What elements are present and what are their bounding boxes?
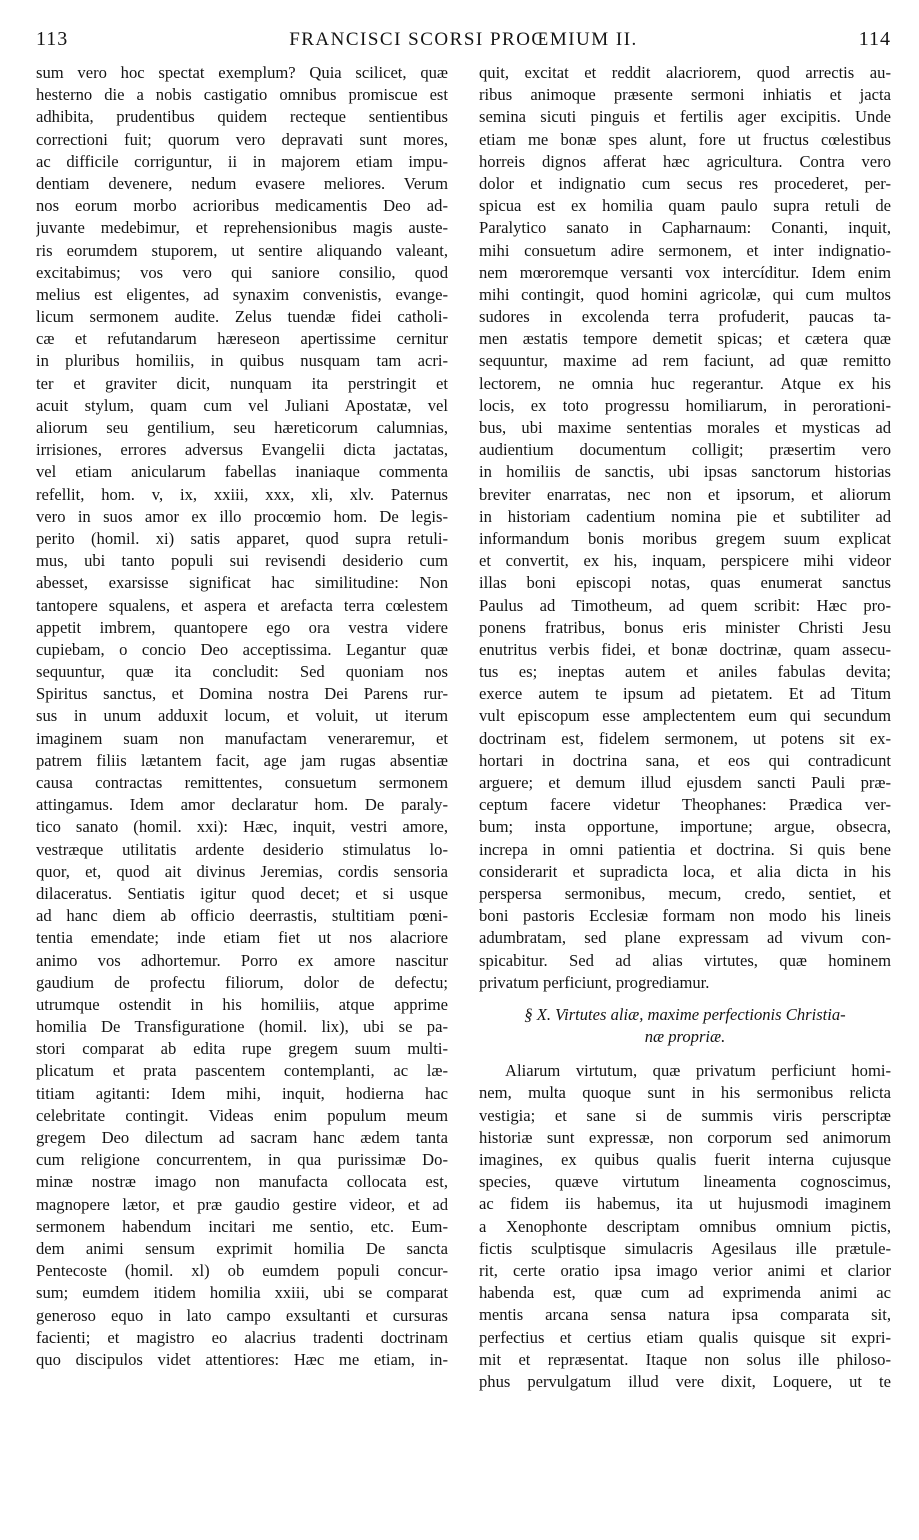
- text-line: mentis arcana sensa natura ipsa comparata sit,: [479, 1305, 891, 1325]
- text-line: Spiritus sanctus, et Domina nostra Dei Parens rur-: [36, 684, 448, 704]
- text-line: sequuntur, quæ ita concludit: Sed quoniam nos: [36, 662, 448, 682]
- text-line: aliorum seu gentilium, seu hæreticorum calumnias,: [36, 418, 448, 437]
- text-line: sequuntur, maxime ad rem faciunt, ad quæ remitto: [479, 351, 891, 371]
- text-line: tentia emendate; inde etiam fiet ut nos alacriore: [36, 928, 448, 948]
- text-line: increpa in omni patientia et doctrina. Si quis bene: [479, 839, 891, 859]
- text-line: acuit stylum, quam cum vel Juliani Apostatæ, vel: [36, 395, 448, 415]
- text-line: species, quæve virtutum lineamenta cognoscimus,: [479, 1172, 891, 1192]
- text-line: titiam agitanti: Idem mihi, inquit, hodierna hac: [36, 1083, 448, 1103]
- text-line: causa contractas remittentes, consuetum sermonem: [36, 773, 448, 792]
- text-line: patrem filiis lætantem facit, age jam rugas absentiæ: [36, 750, 448, 770]
- page-number-right: 114: [858, 28, 891, 50]
- text-line: licum sermonem audite. Zelus tuendæ fidei catholi-: [36, 307, 448, 327]
- text-line: nos eorum morbo acrioribus medicamentis Deo ad-: [36, 196, 448, 216]
- text-line: dolor et indignatio cum secus res procederet, per-: [479, 173, 891, 193]
- text-line: melius est eligentes, ad synaxim convenistis, evange-: [36, 284, 448, 304]
- text-line: historiæ sunt expressæ, non corporum sed animorum: [479, 1127, 891, 1147]
- text-line: mus, ubi tanto populi sui revisendi desiderio cum: [36, 551, 448, 571]
- text-line: ad hanc diem ab officio deerrastis, stultitiam pœni-: [36, 906, 448, 926]
- text-line: phus pervulgatum illud vere dixit, Loquere, ut te: [479, 1371, 891, 1391]
- text-line: in homiliis de sanctis, ubi ipsas sanctorum historias: [479, 462, 891, 482]
- text-line: in historiam cadentium nomina pie et subtiliter ad: [479, 506, 891, 526]
- text-line: cum religione concurrentem, in qua purissimæ Do-: [36, 1150, 448, 1170]
- text-line: ac difficile corriguntur, ii in majorem etiam impu-: [36, 151, 448, 171]
- text-line: ceptum facere videtur Theophanes: Prædica ver-: [479, 795, 891, 815]
- right-column-lower-text: [479, 1060, 891, 1393]
- text-line: mit et repræsentat. Itaque non solus ille philoso-: [479, 1349, 891, 1369]
- text-line: rit, certe oratio ipsa imago verior animi et clarior: [479, 1260, 891, 1280]
- text-line: perspersa sermonibus, mecum, credo, sentiet, et: [479, 883, 891, 903]
- text-line: sus in unum adduxit locum, et voluit, ut iterum: [36, 706, 448, 726]
- text-line: ter et graviter dicit, nunquam ita perstringit et: [36, 373, 448, 393]
- text-line: arguere; et demum illud ejusdem sancti Pauli præ-: [479, 773, 891, 792]
- text-line: audientium documentum colligit; præsertim vero: [479, 440, 891, 460]
- text-line: breviter enarratas, nec non et ipsorum, et aliorum: [479, 484, 891, 504]
- text-line: juvante medebimur, et reprehensionibus magis auste-: [36, 218, 448, 238]
- text-line: refellit, hom. v, ix, xxiii, xxx, xli, xlv. Paternus: [36, 484, 448, 504]
- text-line: minæ nostræ imago non manufacta collocata est,: [36, 1172, 448, 1192]
- text-line: a Xenophonte descriptam omnibus omnium pictis,: [479, 1216, 891, 1236]
- text-line: locis, ex toto progressu homiliarum, in perorationi-: [479, 395, 891, 415]
- text-line: attingamus. Idem amor declaratur hom. De paraly-: [36, 795, 448, 815]
- text-line: considerarit et supradicta loca, et alia dicta in his: [479, 861, 891, 881]
- text-line: horreis dignos afferat hæc agricultura. Contra vero: [479, 151, 891, 171]
- text-line: men æstatis tempore demetit spicas; et cætera quæ: [479, 329, 891, 349]
- text-line: hortari in doctrina sana, et eos qui contradicunt: [479, 750, 891, 770]
- text-line: vero in suos amor ex illo procœmio hom. De legis-: [36, 506, 448, 526]
- text-line: gaudium de profectu filiorum, dolor de defectu;: [36, 972, 448, 992]
- text-line: in pluribus homiliis, in quibus nusquam tam acri-: [36, 351, 448, 371]
- text-line: exerce autem te ipsum ad pietatem. Et ad Titum: [479, 684, 891, 704]
- text-line: quor, et, quod ait divinus Jeremias, cordis sensoria: [36, 861, 448, 881]
- text-line: fictis sculptisque simulacris Agesilaus ille prætule-: [479, 1238, 891, 1258]
- text-line: facienti; et magistro eo alacrius tradenti doctrinam: [36, 1327, 448, 1347]
- text-line: vult episcopum esse amplectentem eum qui secundum: [479, 706, 891, 726]
- running-title: FRANCISCI SCORSI PROŒMIUM II.: [289, 29, 638, 50]
- text-line: vestræque utilitatis ardente desiderio stimulatus lo-: [36, 839, 448, 859]
- text-line: sudores in excolenda terra profuderit, paucas ta-: [479, 307, 891, 327]
- text-line: vestigia; et sane si de summis viris perscriptæ: [479, 1105, 891, 1125]
- text-line: magnopere lætor, et præ gaudio gestire videor, et ad: [36, 1194, 448, 1214]
- text-line: homilia De Transfiguratione (homil. lix), ubi se pa-: [36, 1017, 448, 1037]
- page-number-left: 113: [36, 28, 69, 50]
- text-line: Paulus ad Timotheum, ad quem scribit: Hæc pro-: [479, 595, 891, 615]
- text-line: spicua est ex homilia quam paulo supra retuli de: [479, 196, 891, 216]
- right-column: [479, 62, 891, 1393]
- text-line: nem, multa quoque sunt in his sermonibus relicta: [479, 1083, 891, 1103]
- text-line: Pentecoste (homil. xl) ob eumdem populi concur-: [36, 1261, 448, 1281]
- text-line: plicatum et prata pascentem contemplanti, ac læ-: [36, 1061, 448, 1081]
- text-line: dilaceratus. Sentiatis igitur quod decet; et si usque: [36, 883, 448, 903]
- text-line: spicabitur. Sed ad alias virtutes, quæ hominem: [479, 950, 891, 970]
- text-line: tus es; ineptas autem et aniles fabulas devita;: [479, 662, 891, 682]
- text-line: generoso equo in lato campo exsultanti et cursuras: [36, 1305, 448, 1325]
- text-line: doctrinam est, fidelem sermonem, ut potens sit ex-: [479, 728, 891, 748]
- section-heading-line-2: næ propriæ.: [644, 1027, 726, 1047]
- text-line: quo discipulos videt attentiores: Hæc me etiam, in-: [36, 1349, 448, 1369]
- text-line: quit, excitat et reddit alacriorem, quod arrectis au-: [479, 63, 891, 82]
- text-line: semina sicuti pinguis et fertilis ager excipitis. Unde: [479, 107, 891, 127]
- right-column-upper-text: [479, 62, 891, 994]
- text-line: bum; insta opportune, importune; argue, obsecra,: [479, 817, 891, 837]
- text-line: tantopere squalens, et aspera et arefacta terra cœlestem: [36, 595, 448, 615]
- text-line: dentiam devenere, nedum evasere meliores. Verum: [36, 173, 448, 193]
- text-line: ponens fratribus, bonus eris minister Christi Jesu: [479, 617, 891, 637]
- text-line: stori comparat ab edita rupe gregem suum multi-: [36, 1039, 448, 1059]
- section-heading-line-1: § X. Virtutes aliæ, maxime perfectionis Christia-: [524, 1004, 846, 1024]
- text-line: etiam me bonæ spes alunt, fore ut fructus cœlestibus: [479, 129, 891, 149]
- text-line: excitabimus; vos vero qui saniore consilio, quod: [36, 262, 448, 282]
- text-line: utrumque ostendit in his homiliis, atque apprime: [36, 994, 448, 1014]
- text-line: sermonem habendum incitari me sentio, etc. Eum-: [36, 1216, 448, 1236]
- text-line: appetit imbrem, quantopere ego ora vestra videre: [36, 617, 448, 637]
- text-line: adumbratam, sed plane expressam ad vivum con-: [479, 928, 891, 948]
- text-line: mihi consuetum adire sermonem, et inter indignatio-: [479, 240, 891, 260]
- text-line: ribus animoque præsente sermoni inhiatis et jacta: [479, 85, 891, 105]
- text-line: informandum bonis moribus gregem suum explicat: [479, 528, 891, 548]
- text-line: dem animi sensum exprimit homilia De sancta: [36, 1238, 448, 1258]
- text-line: habenda est, quæ cum ad exprimenda animi ac: [479, 1283, 891, 1303]
- text-line: vel etiam anicularum fabellas inaniaque commenta: [36, 462, 448, 482]
- text-line: ac fidem iis habemus, ita ut hujusmodi imaginem: [479, 1194, 891, 1214]
- text-line: irrisiones, errores adversus Evangelii dicta jactatas,: [36, 440, 448, 460]
- text-line: enutritus verbis fidei, et bonæ doctrinæ, quam assecu-: [479, 639, 891, 659]
- left-column: [36, 62, 448, 1393]
- text-line: Aliarum virtutum, quæ privatum perficiunt homi-: [505, 1061, 891, 1081]
- text-line: ris eorumdem stuporem, ut sentire aliquando valeant,: [36, 240, 448, 260]
- text-line: mihi contingit, quod homini agricolæ, qui cum multos: [479, 284, 891, 304]
- text-line: gregem Deo dilectum ad sacram hanc ædem tanta: [36, 1128, 448, 1147]
- text-line: perito (homil. xi) satis apparet, quod supra retuli-: [36, 528, 448, 548]
- text-line: nem mœroremque versanti vox intercíditur. Idem enim: [479, 262, 891, 282]
- text-line: Paralytico sanato in Capharnaum: Conanti, inquit,: [479, 218, 891, 238]
- text-line: hesterno die a nobis castigatio omnibus promiscue est: [36, 85, 448, 105]
- text-line: animo vos adhortemur. Porro ex amore nascitur: [36, 950, 448, 970]
- text-line: sum; eumdem itidem homilia xxiii, ubi se comparat: [36, 1283, 448, 1303]
- text-line: celebritate contingit. Videas enim populum meum: [36, 1105, 448, 1125]
- text-line: boni pastoris Ecclesiæ formam non modo his lineis: [479, 906, 891, 926]
- text-columns: [36, 62, 891, 1393]
- text-line: imaginem suam non manufactam veneraremur, et: [36, 728, 448, 748]
- text-line: tico sanato (homil. xxi): Hæc, inquit, vestri amore,: [36, 817, 448, 837]
- text-line: imagines, ex quibus qualis fuerit interna cujusque: [479, 1150, 891, 1169]
- text-line: cæ et refutandarum hæreseon apertissime cernitur: [36, 329, 448, 349]
- text-line: bus, ubi maxime sententias morales et mysticas ad: [479, 418, 891, 437]
- running-head: [36, 28, 891, 62]
- text-line: illas boni episcopi notas, quas enumerat sanctus: [479, 573, 891, 593]
- text-line: et convertit, ex his, inquam, perspicere mihi videor: [479, 551, 891, 571]
- text-line: correctioni fuit; quorum vero depravati sunt mores,: [36, 129, 448, 149]
- text-line: perfectius et certius etiam qualis quisque sit expri-: [479, 1327, 891, 1347]
- text-line: abesset, exarsisse significat hac similitudine: Non: [36, 573, 448, 593]
- text-line: adhibita, prudentibus quidem recteque sentientibus: [36, 107, 448, 127]
- text-line: cupiebam, o concio Deo acceptissima. Legantur quæ: [36, 639, 448, 659]
- text-line: privatum perficiunt, progrediamur.: [479, 972, 710, 992]
- text-line: lectorem, ne omnia huc regerantur. Atque ex his: [479, 373, 891, 393]
- text-line: sum vero hoc spectat exemplum? Quia scilicet, quæ: [36, 63, 448, 82]
